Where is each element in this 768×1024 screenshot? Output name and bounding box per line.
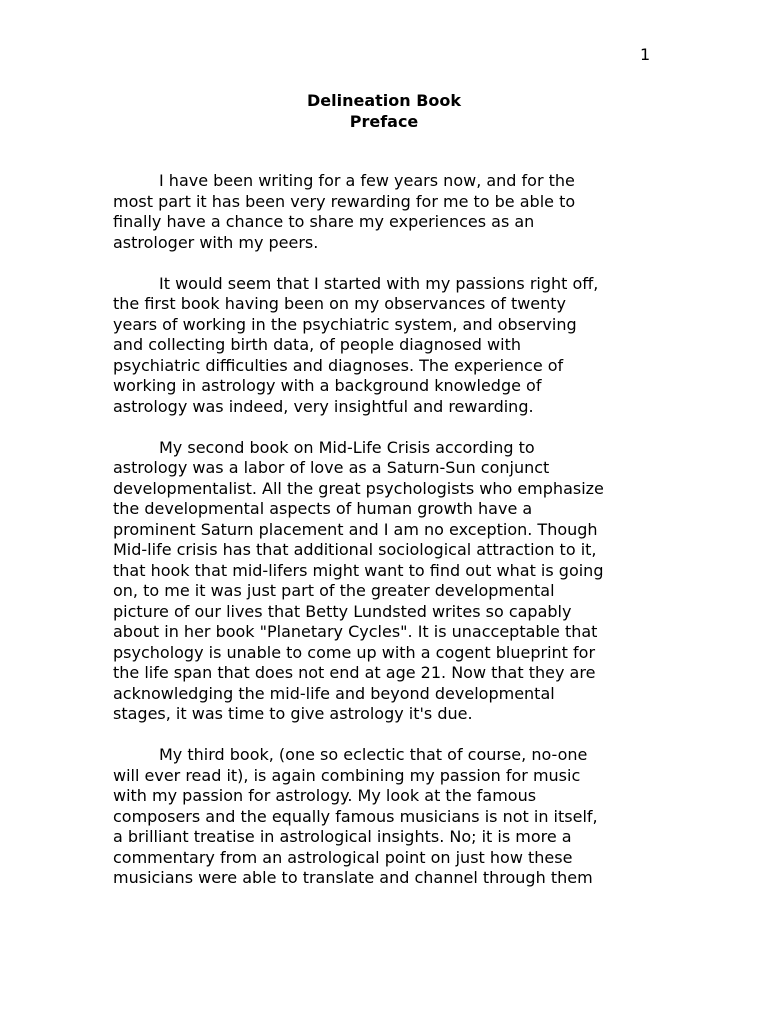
text-line: most part it has been very rewarding for me to be able to — [113, 191, 576, 211]
text-line: stages, it was time to give astrology it's due. — [113, 704, 473, 723]
text-line: astrology was a labor of love as a Saturn-Sun conjunct — [113, 458, 550, 477]
text-line: prominent Saturn placement and I am no exception. Though — [113, 519, 598, 539]
page-number: 1 — [640, 45, 651, 64]
text-line: psychology is unable to come up with a cogent blueprint for — [113, 642, 596, 662]
text-line: psychiatric difficulties and diagnoses. The experience of — [113, 355, 564, 375]
text-line: My third book, (one so eclectic that of course, no-one — [159, 745, 588, 764]
paragraph — [113, 745, 658, 889]
text-line: developmentalist. All the great psychologists who emphasize — [113, 478, 604, 498]
text-line: about in her book "Planetary Cycles". It is unacceptable that — [113, 622, 598, 641]
text-line: astrology was indeed, very insightful and rewarding. — [113, 396, 534, 416]
text-line: a brilliant treatise in astrological insights. No; it is more a — [113, 827, 572, 846]
text-line: picture of our lives that Betty Lundsted writes so capably — [113, 601, 572, 621]
text-line: Mid-life crisis has that additional sociological attraction to it, — [113, 540, 597, 559]
text-line: with my passion for astrology. My look at the famous — [113, 786, 537, 805]
document-body — [113, 171, 658, 889]
text-line: the first book having been on my observances of twenty — [113, 294, 567, 313]
text-line: astrologer with my peers. — [113, 232, 319, 252]
text-line: that hook that mid-lifers might want to find out what is going — [113, 560, 604, 580]
text-line: the developmental aspects of human growth have a — [113, 499, 533, 518]
document-heading — [0, 90, 768, 132]
paragraph — [113, 274, 658, 418]
text-line: the life span that does not end at age 21. Now that they are — [113, 663, 596, 682]
text-line: composers and the equally famous musicians is not in itself, — [113, 806, 598, 826]
text-line: I have been writing for a few years now, and for the — [159, 171, 575, 190]
text-line: My second book on Mid-Life Crisis according to — [159, 437, 535, 457]
text-line: on, to me it was just part of the greater developmental — [113, 581, 555, 600]
text-line: commentary from an astrological point on just how these — [113, 847, 573, 867]
document-title: Delineation Book — [306, 91, 462, 110]
text-line: and collecting birth data, of people diagnosed with — [113, 335, 521, 354]
text-line: acknowledging the mid-life and beyond developmental — [113, 683, 555, 703]
document-subtitle: Preface — [349, 112, 419, 131]
paragraph — [113, 171, 658, 253]
text-line: years of working in the psychiatric system, and observing — [113, 314, 577, 334]
text-line: will ever read it), is again combining my passion for music — [113, 765, 581, 785]
text-line: musicians were able to translate and channel through them — [113, 868, 593, 887]
paragraph — [113, 438, 658, 725]
text-line: finally have a chance to share my experiences as an — [113, 212, 535, 231]
text-line: It would seem that I started with my passions right off, — [159, 273, 599, 293]
text-line: working in astrology with a background knowledge of — [113, 376, 542, 395]
